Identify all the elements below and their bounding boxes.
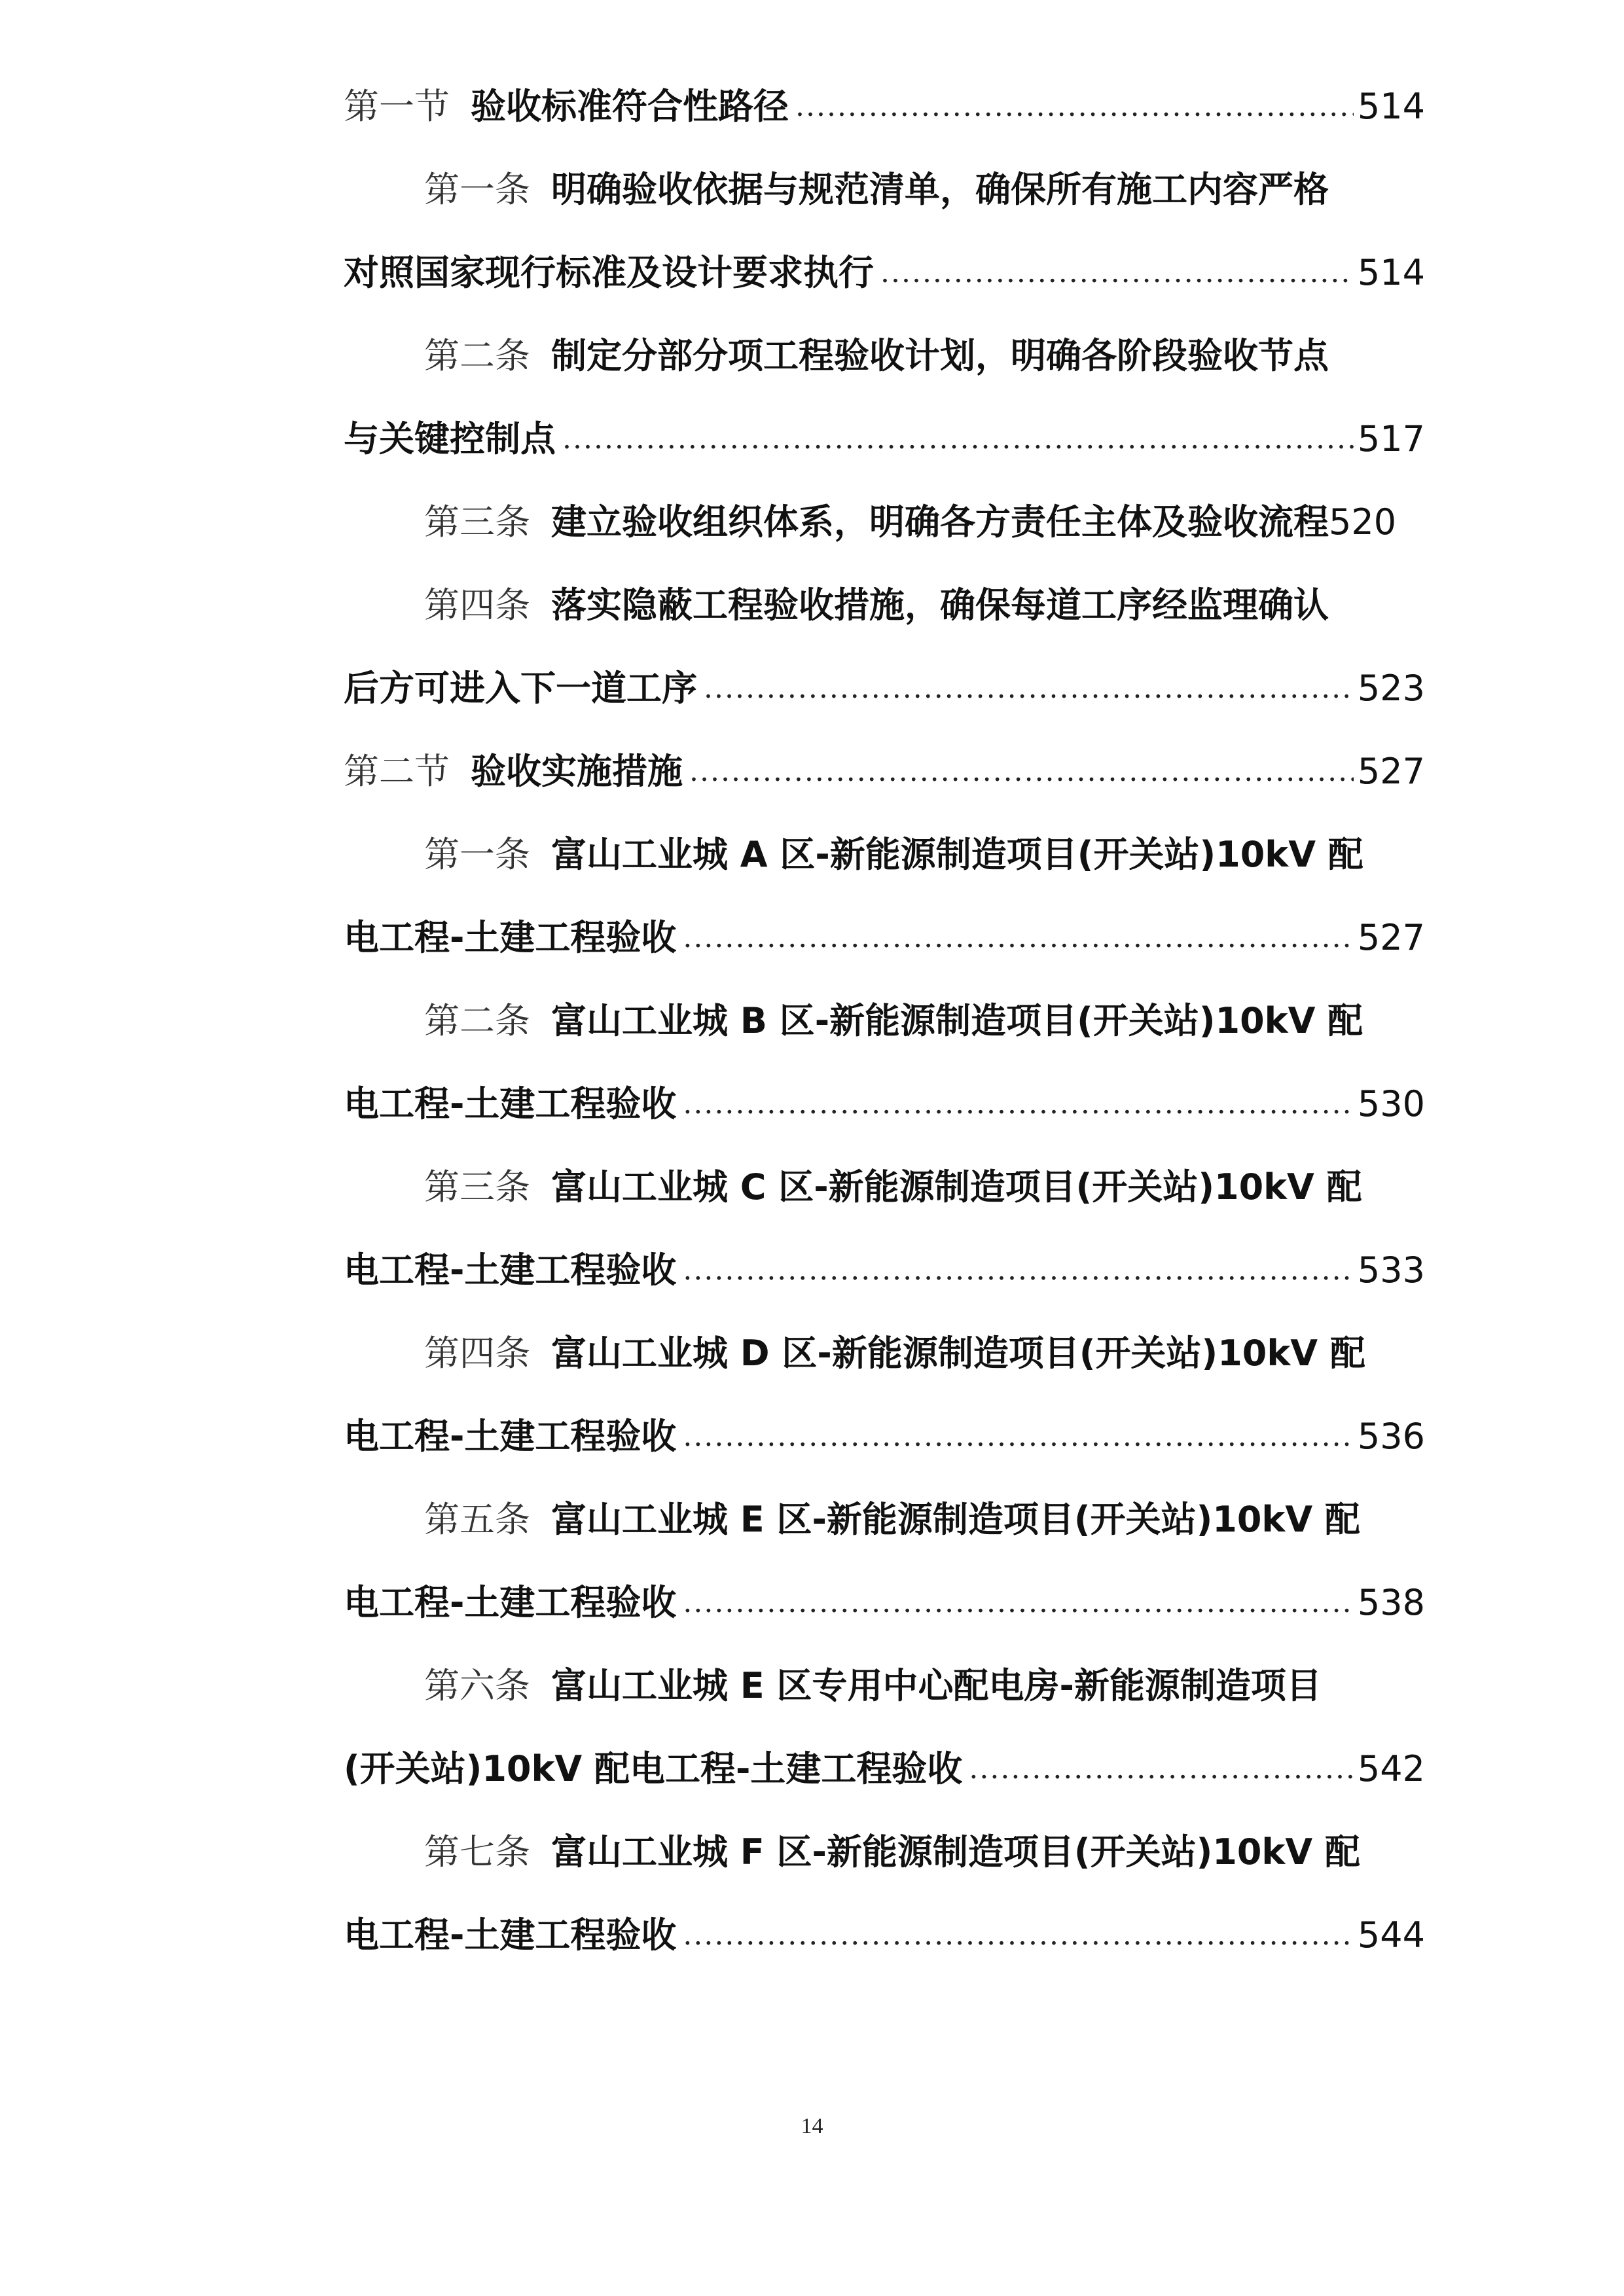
toc-leader bbox=[704, 656, 1354, 721]
toc-entry-article-3a[interactable] bbox=[424, 490, 1445, 555]
toc-title: 富山工业城 D 区-新能源制造项目(开关站)10kV 配 bbox=[551, 1333, 1365, 1374]
toc-title: (开关站)10kV 配电工程-土建工程验收 bbox=[344, 1748, 963, 1789]
toc-label: 第二条 bbox=[424, 1000, 530, 1041]
toc-title: 落实隐蔽工程验收措施，确保每道工序经监理确认 bbox=[551, 584, 1329, 626]
toc-title: 富山工业城 E 区专用中心配电房-新能源制造项目 bbox=[551, 1665, 1322, 1706]
toc-page-number: 523 bbox=[1357, 668, 1425, 709]
toc-title: 富山工业城 B 区-新能源制造项目(开关站)10kV 配 bbox=[551, 1000, 1363, 1041]
toc-leader bbox=[683, 1903, 1354, 1968]
toc-entry-article-6b-cont[interactable] bbox=[344, 1736, 1425, 1802]
toc-entry-article-2b-cont[interactable] bbox=[344, 1071, 1425, 1137]
toc-title: 富山工业城 C 区-新能源制造项目(开关站)10kV 配 bbox=[551, 1166, 1362, 1208]
toc-title: 后方可进入下一道工序 bbox=[344, 668, 697, 709]
toc-leader bbox=[683, 1404, 1354, 1469]
toc-page-number: 542 bbox=[1357, 1748, 1425, 1789]
toc-title: 对照国家现行标准及设计要求执行 bbox=[344, 252, 874, 293]
toc-page-number: 527 bbox=[1357, 917, 1425, 958]
toc-title: 电工程-土建工程验收 bbox=[344, 1416, 677, 1457]
toc-title: 富山工业城 A 区-新能源制造项目(开关站)10kV 配 bbox=[551, 834, 1363, 875]
toc-title: 电工程-土建工程验收 bbox=[344, 917, 677, 958]
toc-entry-article-2a[interactable] bbox=[424, 323, 1393, 389]
toc-entry-article-1a[interactable] bbox=[424, 157, 1393, 223]
toc-title: 电工程-土建工程验收 bbox=[344, 1582, 677, 1623]
toc-label: 第三条 bbox=[424, 1166, 530, 1208]
toc-label: 第六条 bbox=[424, 1665, 530, 1706]
toc-leader bbox=[795, 74, 1354, 139]
toc-page-number: 544 bbox=[1357, 1914, 1425, 1956]
toc-entry-article-5b-cont[interactable] bbox=[344, 1570, 1425, 1636]
toc-title: 验收实施措施 bbox=[471, 751, 683, 792]
toc-label: 第一条 bbox=[424, 169, 530, 210]
toc-entry-article-6b[interactable] bbox=[424, 1653, 1393, 1719]
toc-title: 电工程-土建工程验收 bbox=[344, 1914, 677, 1956]
toc-leader bbox=[683, 1071, 1354, 1137]
toc-title: 富山工业城 E 区-新能源制造项目(开关站)10kV 配 bbox=[551, 1499, 1360, 1540]
page-footer-number: 14 bbox=[801, 2114, 823, 2138]
toc-entry-article-7b[interactable] bbox=[424, 1820, 1393, 1885]
toc-leader bbox=[683, 1238, 1354, 1303]
toc-entry-article-4a[interactable] bbox=[424, 573, 1393, 638]
toc-label: 第一节 bbox=[344, 86, 450, 127]
toc-entry-article-2b[interactable] bbox=[424, 988, 1393, 1054]
toc-entry-article-4a-cont[interactable] bbox=[344, 656, 1425, 721]
toc-title: 验收标准符合性路径 bbox=[471, 86, 789, 127]
toc-label: 第一条 bbox=[424, 834, 530, 875]
toc-page-number: 514 bbox=[1357, 252, 1425, 293]
toc-entry-article-3b-cont[interactable] bbox=[344, 1238, 1425, 1303]
toc-label: 第四条 bbox=[424, 584, 530, 626]
toc-entry-section-1[interactable] bbox=[344, 74, 1425, 139]
toc-entry-article-3b[interactable] bbox=[424, 1155, 1393, 1220]
toc-page-number: 517 bbox=[1357, 418, 1425, 459]
toc-entry-article-4b-cont[interactable] bbox=[344, 1404, 1425, 1469]
toc-label: 第二条 bbox=[424, 335, 530, 376]
toc-title: 电工程-土建工程验收 bbox=[344, 1083, 677, 1124]
toc-page-number: 520 bbox=[1329, 501, 1397, 543]
toc-page-number: 538 bbox=[1357, 1582, 1425, 1623]
toc-entry-article-4b[interactable] bbox=[424, 1321, 1393, 1386]
toc-title: 富山工业城 F 区-新能源制造项目(开关站)10kV 配 bbox=[551, 1831, 1360, 1873]
toc-label: 第七条 bbox=[424, 1831, 530, 1873]
toc-leader bbox=[689, 739, 1354, 804]
toc-label: 第四条 bbox=[424, 1333, 530, 1374]
toc-leader bbox=[969, 1736, 1354, 1802]
toc-title: 电工程-土建工程验收 bbox=[344, 1249, 677, 1291]
toc-page-number: 514 bbox=[1357, 86, 1425, 127]
toc-label: 第三条 bbox=[424, 501, 530, 543]
toc-label: 第二节 bbox=[344, 751, 450, 792]
toc-leader bbox=[683, 1570, 1354, 1636]
toc-label: 第五条 bbox=[424, 1499, 530, 1540]
toc-page-number: 533 bbox=[1357, 1249, 1425, 1291]
toc-title: 明确验收依据与规范清单，确保所有施工内容严格 bbox=[551, 169, 1329, 210]
toc-title: 制定分部分项工程验收计划，明确各阶段验收节点 bbox=[551, 335, 1329, 376]
toc-leader bbox=[880, 240, 1354, 306]
toc-entry-article-5b[interactable] bbox=[424, 1487, 1393, 1552]
toc-entry-article-1b-cont[interactable] bbox=[344, 905, 1425, 971]
toc-page-number: 530 bbox=[1357, 1083, 1425, 1124]
toc-leader bbox=[562, 406, 1354, 472]
toc-page-number: 536 bbox=[1357, 1416, 1425, 1457]
toc-entry-article-1b[interactable] bbox=[424, 822, 1393, 888]
toc-entry-section-2[interactable] bbox=[344, 739, 1425, 804]
toc-title: 与关键控制点 bbox=[344, 418, 556, 459]
toc-entry-article-7b-cont[interactable] bbox=[344, 1903, 1425, 1968]
toc-page-number: 527 bbox=[1357, 751, 1425, 792]
toc-entry-article-1a-cont[interactable] bbox=[344, 240, 1425, 306]
toc-entry-article-2a-cont[interactable] bbox=[344, 406, 1425, 472]
toc-title: 建立验收组织体系，明确各方责任主体及验收流程 bbox=[551, 501, 1329, 543]
toc-leader bbox=[683, 905, 1354, 971]
